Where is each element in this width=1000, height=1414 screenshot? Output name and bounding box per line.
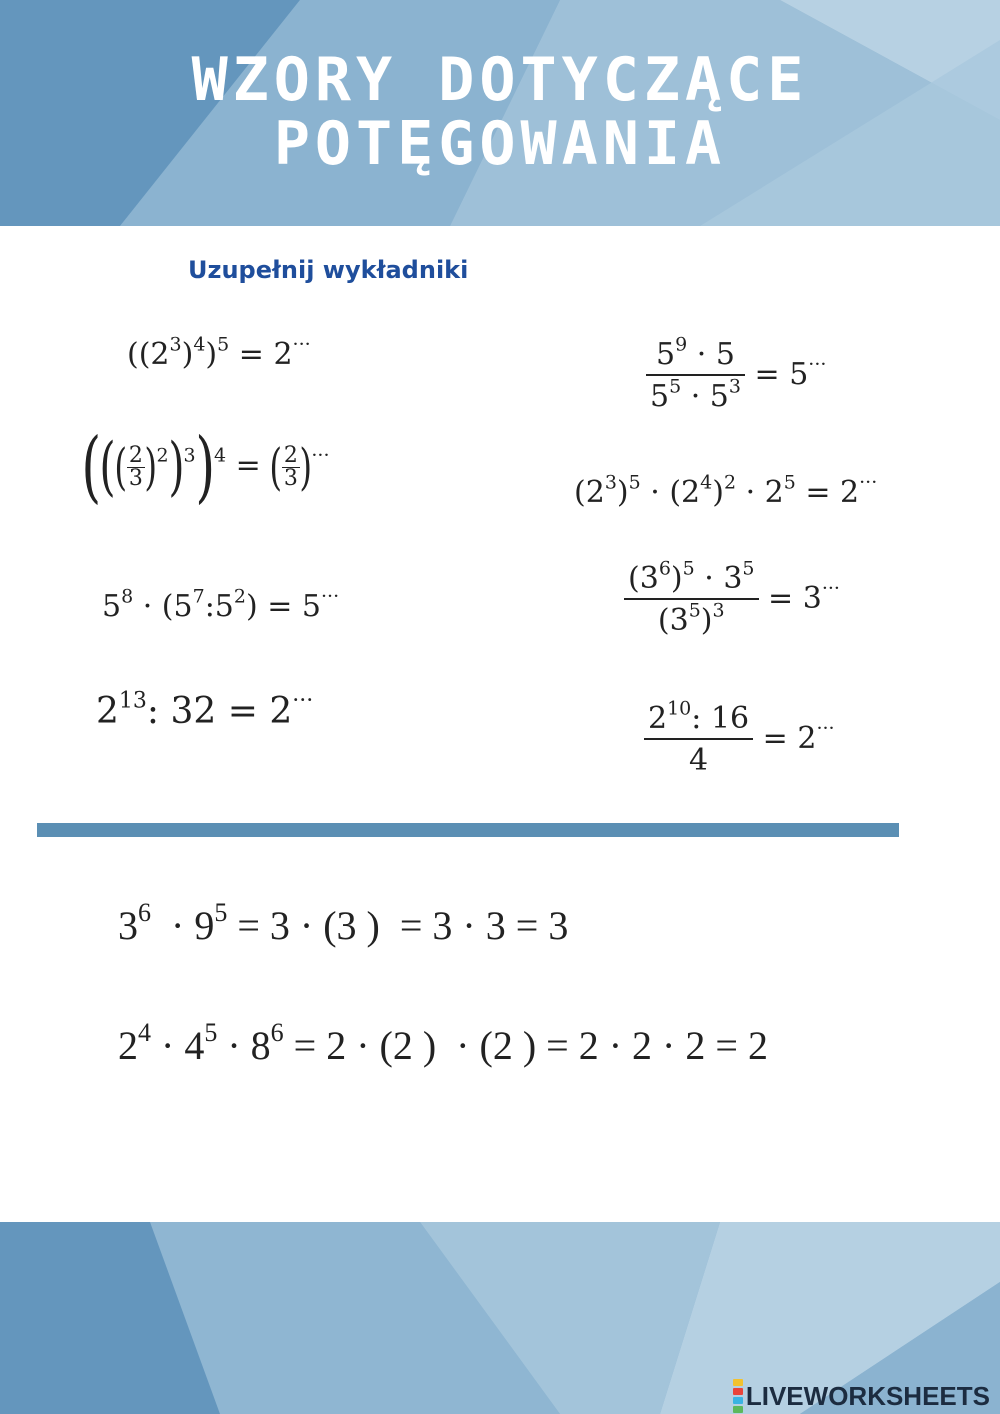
title-line-1: WZORY DOTYCZĄCE <box>191 45 809 115</box>
exponent-blank[interactable]: ··· <box>816 717 835 740</box>
brand-text: LIVEWORKSHEETS <box>745 1380 990 1411</box>
exponent-blank[interactable]: ··· <box>859 471 878 494</box>
exponent-blank[interactable]: ··· <box>311 444 330 467</box>
page-title <box>0 45 1000 179</box>
title-line-2: POTĘGOWANIA <box>273 109 727 179</box>
expression-1: $3^6 \cdot 9^5 = 3 \cdot (3$ ) = 3 · 3 = 3 <box>118 897 569 948</box>
formula-right-2: $(2^3)^5 \cdot (2^4)^2 \cdot 2^5 = 2^{\cdot\cdot\cdot}$ <box>574 471 878 510</box>
formula-right-1: $\frac{5^9 \cdot 5}{5^5 \cdot 5^3}$ = 5··· <box>646 340 826 412</box>
formula-left-3: $5^8$ · $(5^7:5^2) = 5^{\cdot\cdot\cdot}$ <box>102 585 340 624</box>
header-banner <box>0 0 1000 226</box>
exponent-blank[interactable]: ··· <box>292 333 311 356</box>
exponent-blank[interactable]: ··· <box>808 353 827 376</box>
formula-right-3: $\frac{(3^6)^5 \cdot 3^5}{(3^5)^3}$ = 3··· <box>624 564 840 636</box>
brand-logo[interactable] <box>733 1378 990 1414</box>
formula-left-2: ((( $\frac{2}{3}$ )$^2$)$^3$)$^4$ = ( $\frac{2}{3}$ )··· <box>81 422 330 512</box>
exponent-blank[interactable]: ··· <box>292 688 314 714</box>
formula-right-4: $\frac{2^{10}: 16}{4}$ = 2··· <box>644 704 835 776</box>
instruction-text: Uzupełnij wykładniki <box>188 256 469 284</box>
expression-2: $2^4 \cdot 4^5 \cdot 8^6 = 2 \cdot (2$ ) · (2 ) = 2 · 2 · 2 = 2 <box>118 1017 768 1068</box>
exponent-blank[interactable]: ··· <box>321 585 340 608</box>
formula-left-4: $2^{13}$: 32 = 2··· <box>96 688 314 732</box>
liveworksheets-icon <box>733 1378 743 1414</box>
section-divider <box>37 823 899 837</box>
formula-left-1: $((2^3)^4)^5 = 2^{\cdot\cdot\cdot}$ <box>127 333 311 372</box>
exponent-blank[interactable]: ··· <box>821 577 840 600</box>
